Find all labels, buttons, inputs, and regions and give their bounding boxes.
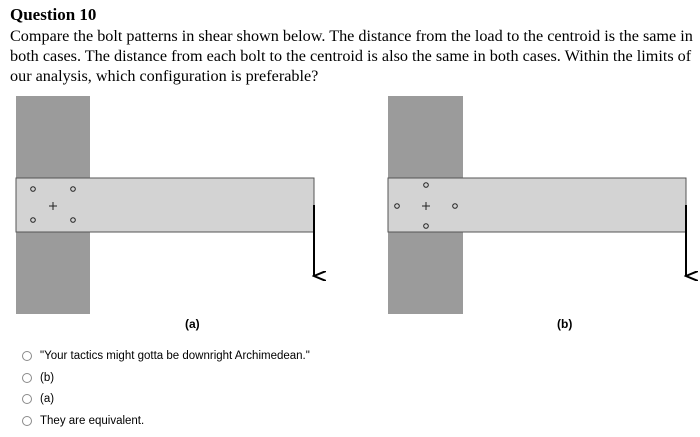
question-title: Question 10 <box>10 5 97 24</box>
figure-b <box>388 96 686 314</box>
question-text: Compare the bolt patterns in shear shown below. The distance from the load to the centroid is the same in both cases. The distance from each bolt to the centroid is also the same in both cases. Within the limits of our analysis, which configuration is preferable? <box>10 27 693 85</box>
plate-b <box>388 178 686 232</box>
radio-button[interactable] <box>22 373 32 383</box>
option-label: (b) <box>40 371 55 384</box>
answer-options <box>22 345 310 432</box>
option-equivalent[interactable] <box>22 410 310 432</box>
figure-a-label: (a) <box>185 317 200 331</box>
option-b[interactable] <box>22 367 310 389</box>
option-label: (a) <box>40 393 55 406</box>
radio-button[interactable] <box>22 394 32 404</box>
figure-a <box>16 96 314 314</box>
radio-button[interactable] <box>22 416 32 426</box>
radio-button[interactable] <box>22 351 32 361</box>
plate-a <box>16 178 314 232</box>
figure-b-label: (b) <box>557 317 573 331</box>
option-label: "Your tactics might gotta be downright Archimedean." <box>40 349 310 362</box>
option-archimedean[interactable] <box>22 345 310 367</box>
option-a[interactable] <box>22 388 310 410</box>
option-label: They are equivalent. <box>40 414 145 427</box>
